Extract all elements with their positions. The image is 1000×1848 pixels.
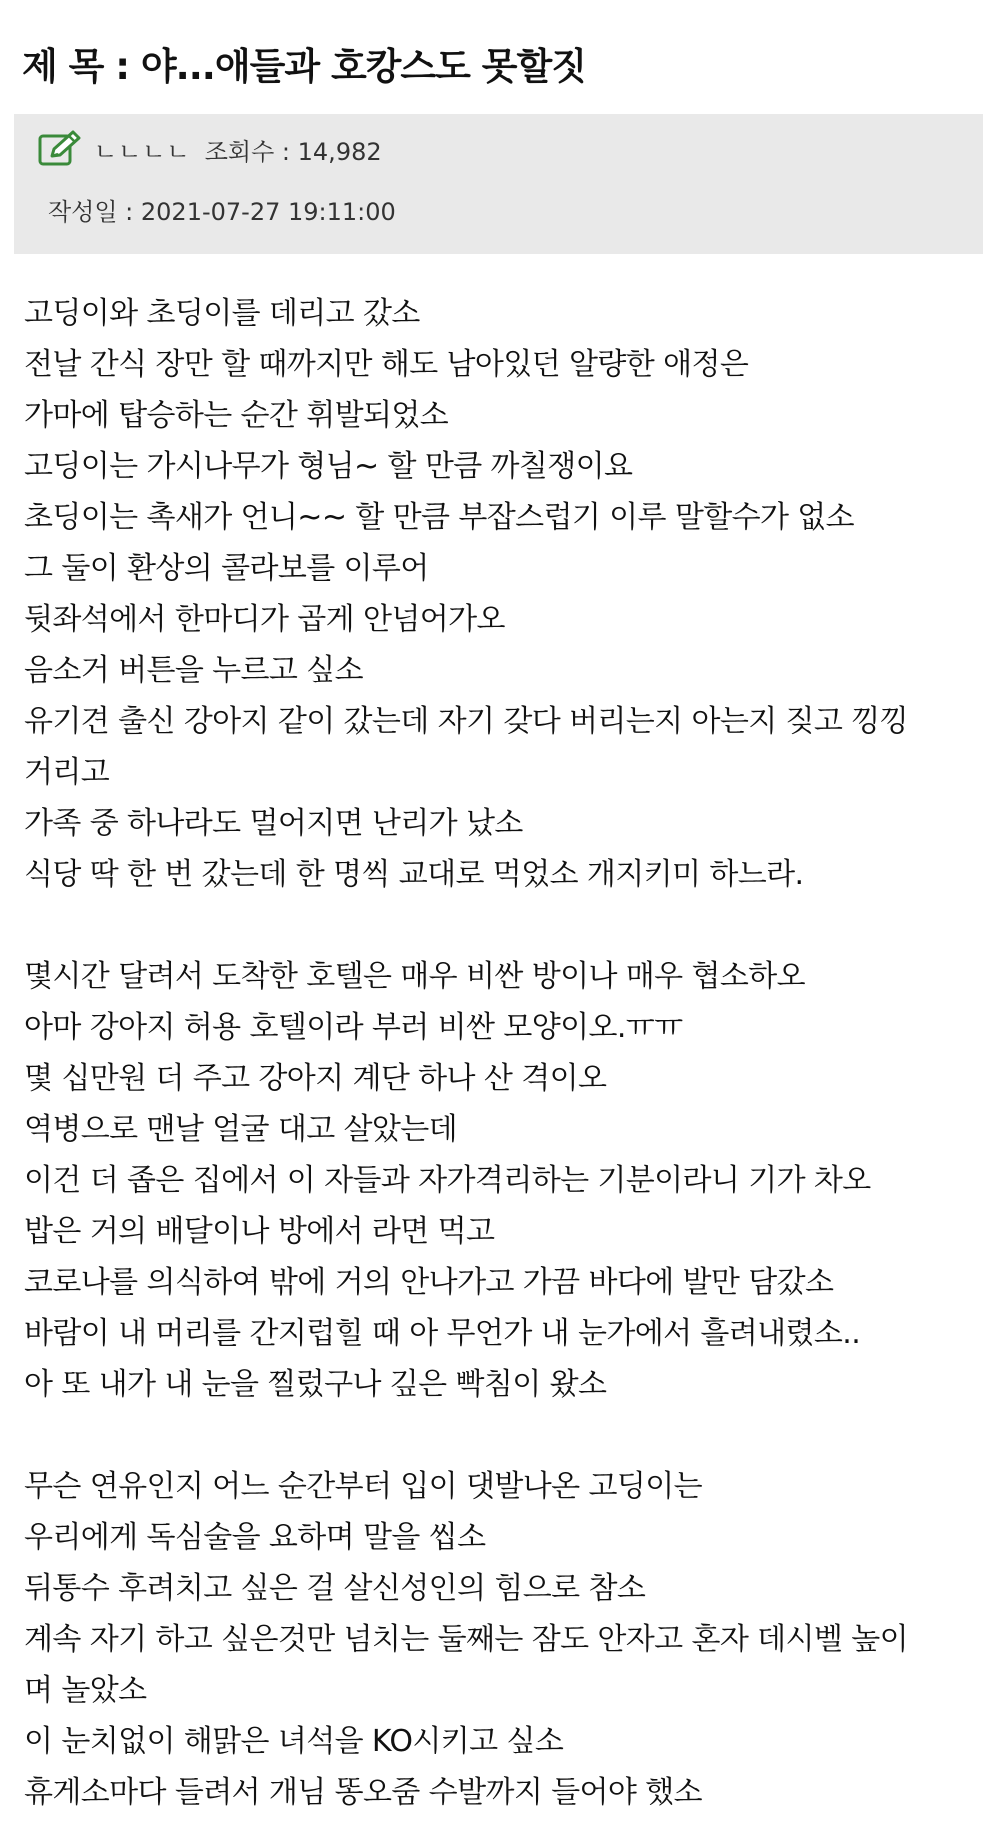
post-date: 작성일 : 2021-07-27 19:11:00 <box>48 198 396 226</box>
paragraph <box>24 1461 979 1818</box>
body-line: 가마에 탑승하는 순간 휘발되었소 <box>24 398 449 433</box>
body-line: 바람이 내 머리를 간지럽힐 때 아 무언가 내 눈가에서 흘려내렸소.. <box>24 1316 861 1351</box>
body-line: 역병으로 맨날 얼굴 대고 살았는데 <box>24 1112 458 1147</box>
body-line: 이건 더 좁은 집에서 이 자들과 자가격리하는 기분이라니 기가 차오 <box>24 1163 871 1198</box>
body-line: 우리에게 독심술을 요하며 말을 씹소 <box>24 1520 486 1555</box>
body-line: 그 둘이 환상의 콜라보를 이루어 <box>24 551 429 586</box>
body-line: 몇시간 달려서 도착한 호텔은 매우 비싼 방이나 매우 협소하오 <box>24 959 805 994</box>
body-line: 밥은 거의 배달이나 방에서 라면 먹고 <box>24 1214 495 1249</box>
body-line: 몇 십만원 더 주고 강아지 계단 하나 산 격이오 <box>24 1061 607 1096</box>
post-body <box>24 288 979 1818</box>
paragraph <box>24 951 979 1410</box>
body-line: 휴게소마다 들려서 개님 똥오줌 수발까지 들어야 했소 <box>24 1775 702 1810</box>
body-line: 아마 강아지 허용 호텔이라 부러 비싼 모양이오.ㅠㅠ <box>24 1010 683 1045</box>
meta-row-author <box>38 130 382 168</box>
post-meta-box <box>14 114 983 254</box>
body-line: 아 또 내가 내 눈을 찔렀구나 깊은 빡침이 왔소 <box>24 1367 607 1402</box>
body-line: 가족 중 하나라도 멀어지면 난리가 났소 <box>24 806 523 841</box>
author-name[interactable]: ㄴㄴㄴㄴ <box>94 137 191 166</box>
paragraph-spacer <box>24 900 979 951</box>
body-line: 계속 자기 하고 싶은것만 넘치는 둘째는 잠도 안자고 혼자 데시벨 높이 <box>24 1622 909 1657</box>
body-line: 뒷좌석에서 한마디가 곱게 안넘어가오 <box>24 602 505 637</box>
body-line: 코로나를 의식하여 밖에 거의 안나가고 가끔 바다에 발만 담갔소 <box>24 1265 834 1300</box>
body-line: 거리고 <box>24 755 110 790</box>
paragraph <box>24 288 979 900</box>
body-line: 유기견 출신 강아지 같이 갔는데 자기 갖다 버리는지 아는지 짖고 낑낑 <box>24 704 909 739</box>
body-line: 무슨 연유인지 어느 순간부터 입이 댓발나온 고딩이는 <box>24 1469 702 1504</box>
body-line: 초딩이는 촉새가 언니~~ 할 만큼 부잡스럽기 이루 말할수가 없소 <box>24 500 855 535</box>
body-line: 고딩이는 가시나무가 형님~ 할 만큼 까칠쟁이요 <box>24 449 633 484</box>
body-line: 이 눈치없이 해맑은 녀석을 KO시키고 싶소 <box>24 1724 564 1759</box>
body-line: 식당 딱 한 번 갔는데 한 명씩 교대로 먹었소 개지키미 하느라. <box>24 857 804 892</box>
body-line: 뒤통수 후려치고 싶은 걸 살신성인의 힘으로 참소 <box>24 1571 646 1606</box>
body-line: 음소거 버튼을 누르고 싶소 <box>24 653 363 688</box>
body-line: 고딩이와 초딩이를 데리고 갔소 <box>24 296 420 331</box>
edit-icon <box>38 130 82 168</box>
body-line: 며 놀았소 <box>24 1673 147 1708</box>
post-title: 제 목 : 야...애들과 호캉스도 못할짓 <box>22 45 587 88</box>
view-count: 조회수 : 14,982 <box>204 137 382 166</box>
paragraph-spacer <box>24 1410 979 1461</box>
body-line: 전날 간식 장만 할 때까지만 해도 남아있던 알량한 애정은 <box>24 347 749 382</box>
